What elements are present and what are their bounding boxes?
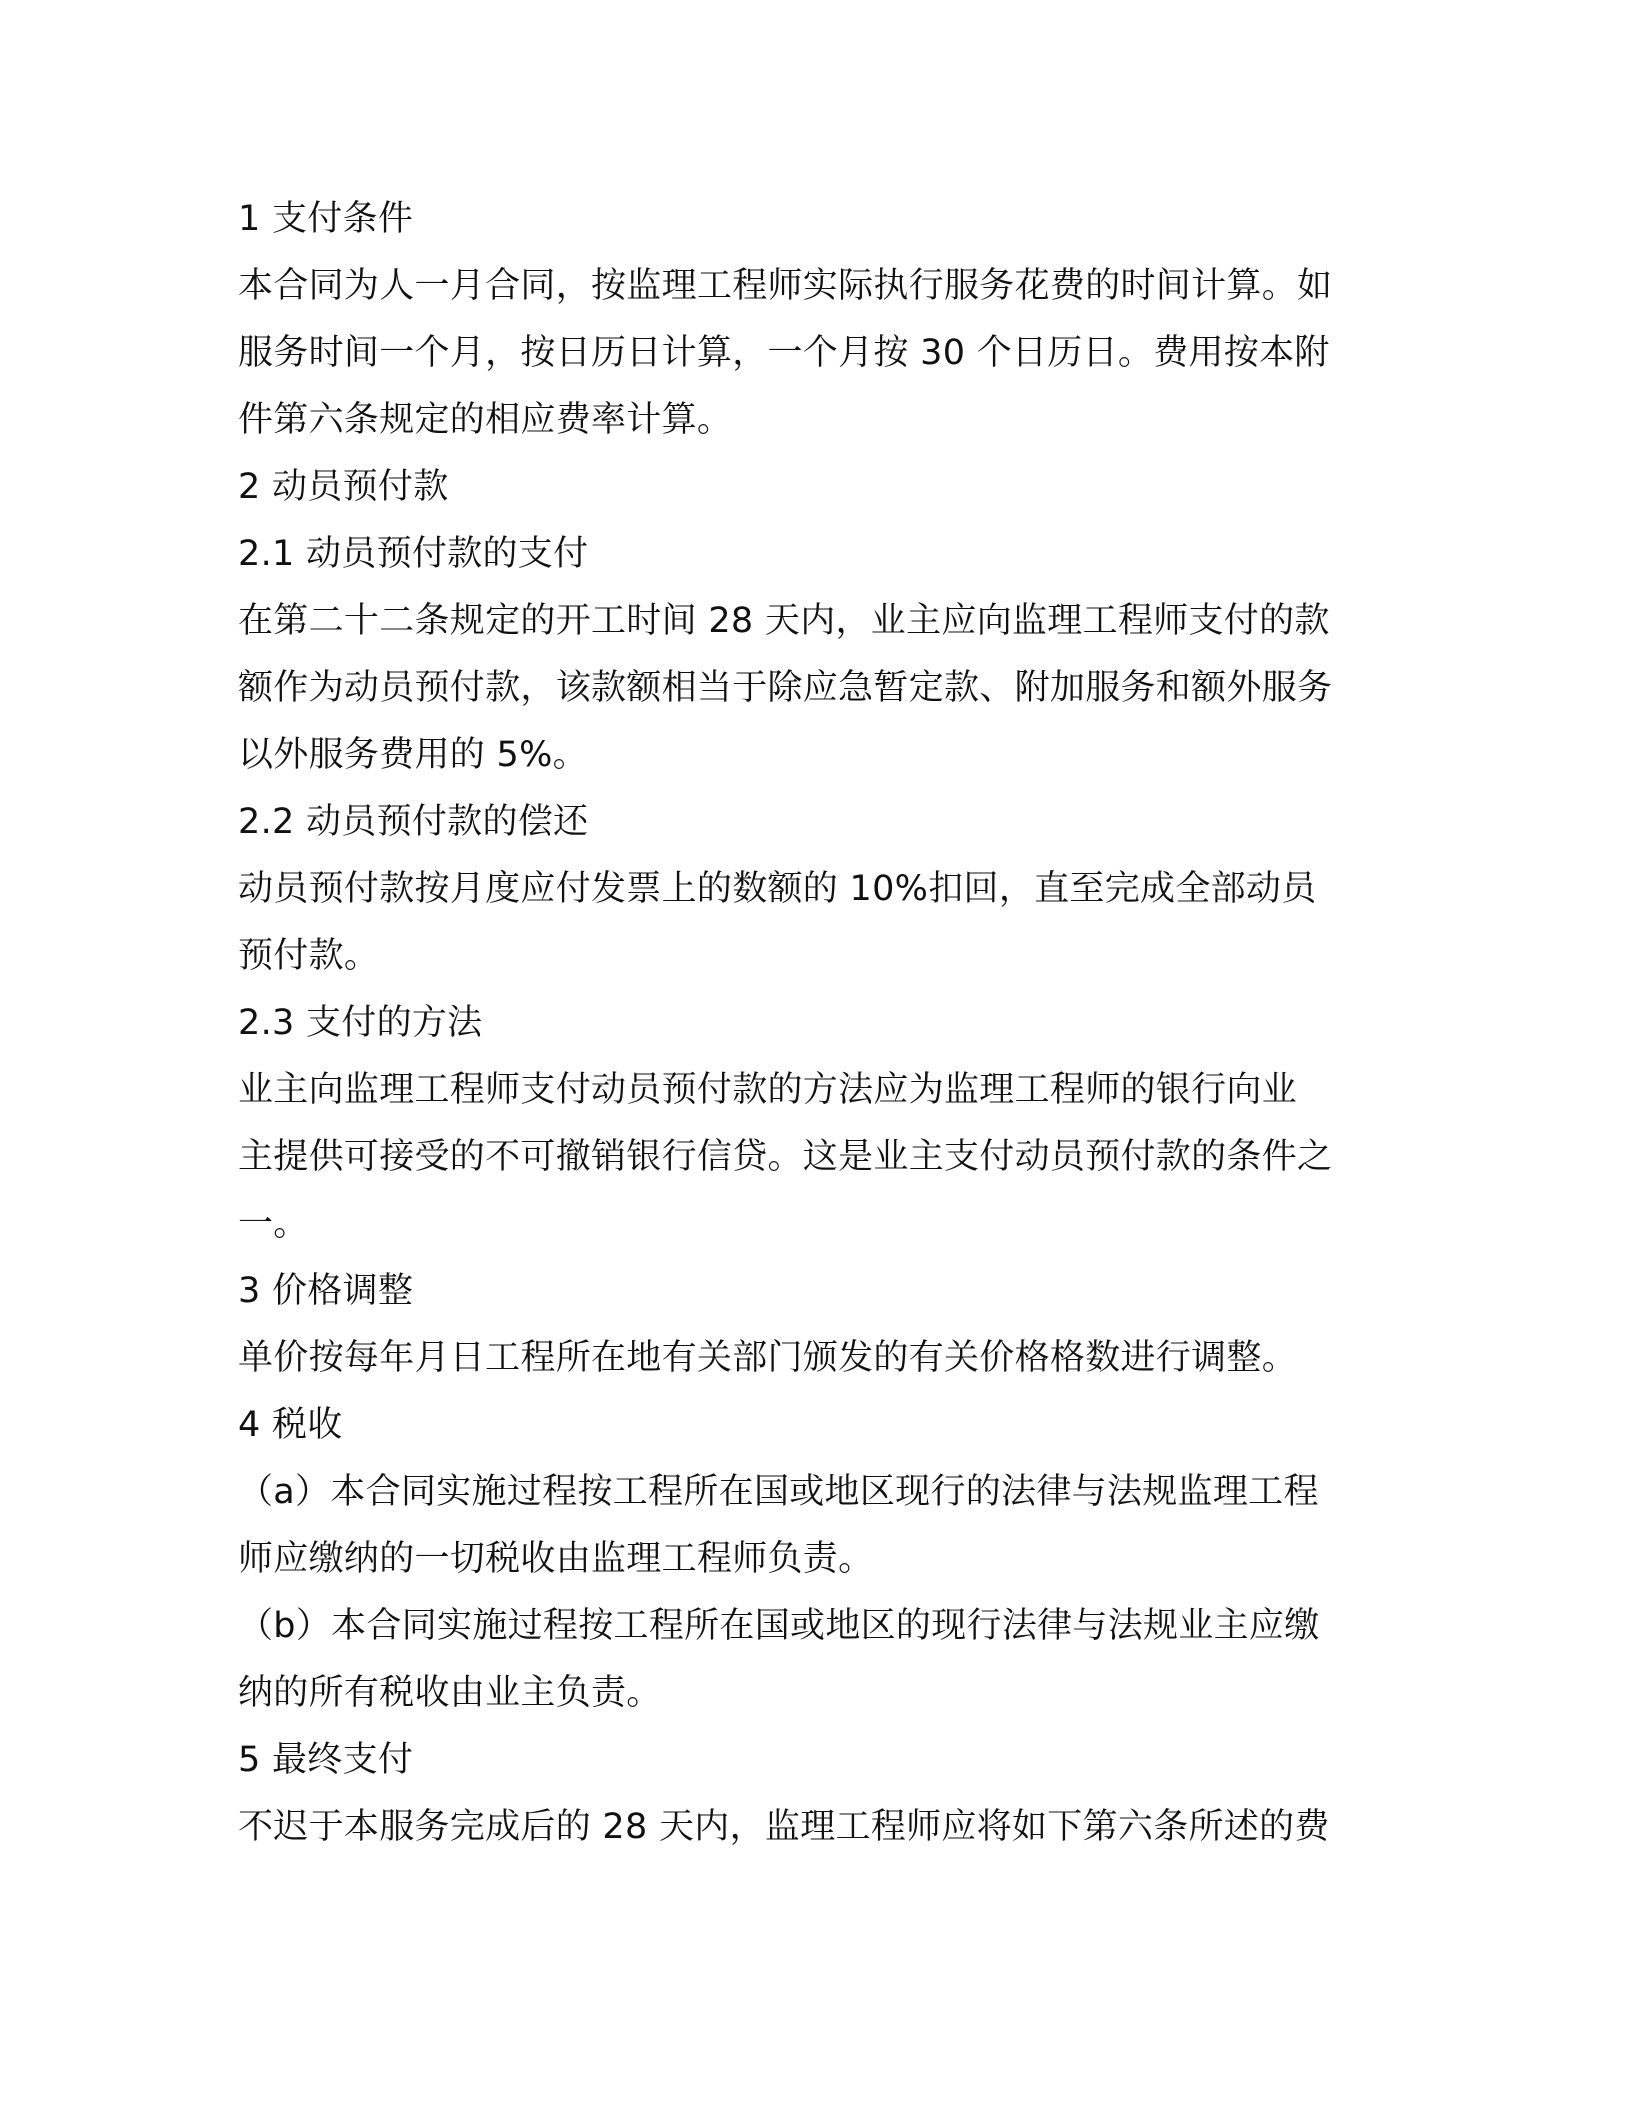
paragraph-line: 动员预付款按月度应付发票上的数额的 10%扣回，直至完成全部动员 [238,869,1317,909]
subsection-heading-advance-payment: 2.1 动员预付款的支付 [238,534,589,574]
paragraph-line: 件第六条规定的相应费率计算。 [238,400,733,440]
paragraph-line: 一。 [238,1204,309,1244]
paragraph-line: 不迟于本服务完成后的 28 天内，监理工程师应将如下第六条所述的费 [238,1807,1330,1847]
paragraph-line: 纳的所有税收由业主负责。 [238,1673,662,1713]
paragraph-line: （a）本合同实施过程按工程所在国或地区现行的法律与法规监理工程 [238,1472,1319,1512]
paragraph-line: 预付款。 [238,936,380,976]
subsection-heading-advance-repayment: 2.2 动员预付款的偿还 [238,802,589,842]
section-heading-price-adjustment: 3 价格调整 [238,1271,414,1311]
paragraph-line: 师应缴纳的一切税收由监理工程师负责。 [238,1539,874,1579]
paragraph-line: 额作为动员预付款，该款额相当于除应急暂定款、附加服务和额外服务 [238,668,1333,708]
paragraph-line: 主提供可接受的不可撤销银行信贷。这是业主支付动员预付款的条件之 [238,1137,1333,1177]
section-heading-mobilization-advance: 2 动员预付款 [238,467,449,507]
paragraph-line: 在第二十二条规定的开工时间 28 天内，业主应向监理工程师支付的款 [238,601,1330,641]
paragraph-line: 服务时间一个月，按日历日计算，一个月按 30 个日历日。费用按本附 [238,333,1330,373]
subsection-heading-payment-method: 2.3 支付的方法 [238,1003,483,1043]
paragraph-line: 单价按每年月日工程所在地有关部门颁发的有关价格格数进行调整。 [238,1338,1298,1378]
paragraph-line: （b）本合同实施过程按工程所在国或地区的现行法律与法规业主应缴 [238,1606,1320,1646]
section-heading-payment-conditions: 1 支付条件 [238,199,414,239]
document-body [238,186,1386,1861]
section-heading-final-payment: 5 最终支付 [238,1740,414,1780]
paragraph-line: 业主向监理工程师支付动员预付款的方法应为监理工程师的银行向业 [238,1070,1298,1110]
section-heading-taxation: 4 税收 [238,1405,343,1445]
paragraph-line: 本合同为人一月合同，按监理工程师实际执行服务花费的时间计算。如 [238,266,1333,306]
paragraph-line: 以外服务费用的 5%。 [238,735,588,775]
